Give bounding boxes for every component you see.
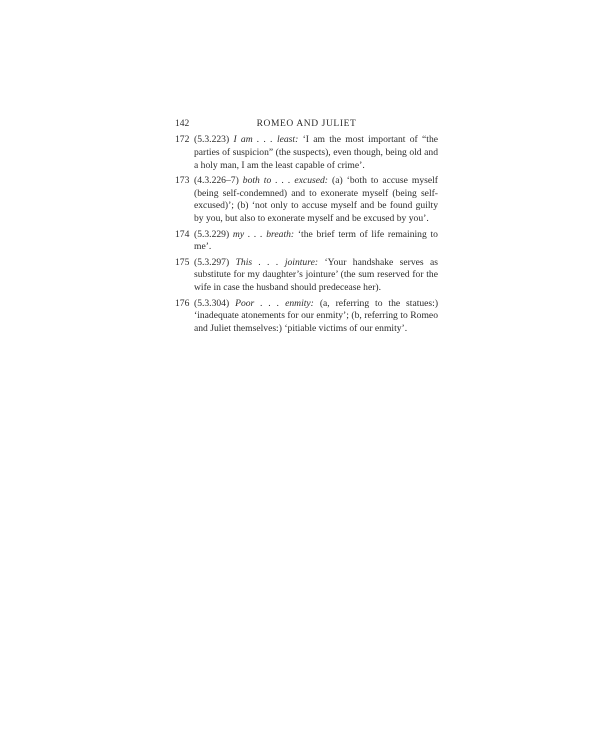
note-lemma: Poor . . . enmity: (235, 297, 314, 309)
page-number: 142 (175, 119, 190, 129)
note-gloss: ‘Your handshake serves as substitute for my daughter’s jointure’ (the sum reserved for the wife in case the husband should predecease her). (194, 256, 438, 294)
note-number: 176 (175, 297, 190, 309)
note-number: 172 (175, 134, 190, 145)
note-number: 173 (175, 174, 190, 186)
line-reference: (4.3.226–7) (194, 174, 239, 186)
line-reference: (5.3.304) (194, 297, 230, 309)
endnote (175, 175, 438, 226)
line-reference: (5.3.229) (194, 228, 230, 240)
running-head: ROMEO AND JULIET (256, 119, 357, 129)
endnote (175, 298, 438, 336)
page-header (175, 116, 438, 132)
line-reference: (5.3.297) (194, 256, 230, 268)
note-gloss: ‘the brief term of life remaining to me’. (194, 228, 438, 253)
endnotes-list (175, 134, 438, 338)
note-lemma: my . . . breath: (232, 228, 295, 240)
note-lemma: both to . . . excused: (242, 174, 328, 186)
endnote (175, 257, 438, 295)
note-number: 175 (175, 256, 190, 268)
line-reference: (5.3.223) (194, 134, 230, 145)
note-number: 174 (175, 228, 190, 240)
endnote (175, 134, 438, 172)
note-lemma: This . . . jointure: (235, 256, 319, 268)
note-lemma: I am . . . least: (233, 134, 299, 145)
note-gloss: (a, referring to the statues:) ‘inadequate atonements for our enmity’; (b, referring to Romeo and Juliet themselves:) ‘pitiable victims of our enmity’. (194, 297, 439, 335)
note-gloss: (a) ‘both to accuse myself (being self-condemned) and to exonerate myself (being self-excused)’; (b) ‘not only to accuse myself and be found guilty by you, but also to exonerate myself and be excused by you’. (194, 174, 438, 225)
endnote (175, 229, 438, 255)
note-gloss: ‘I am the most important of “the parties of suspicion” (the suspects), even though, being old and a holy man, I am the least capable of crime’. (194, 134, 438, 171)
